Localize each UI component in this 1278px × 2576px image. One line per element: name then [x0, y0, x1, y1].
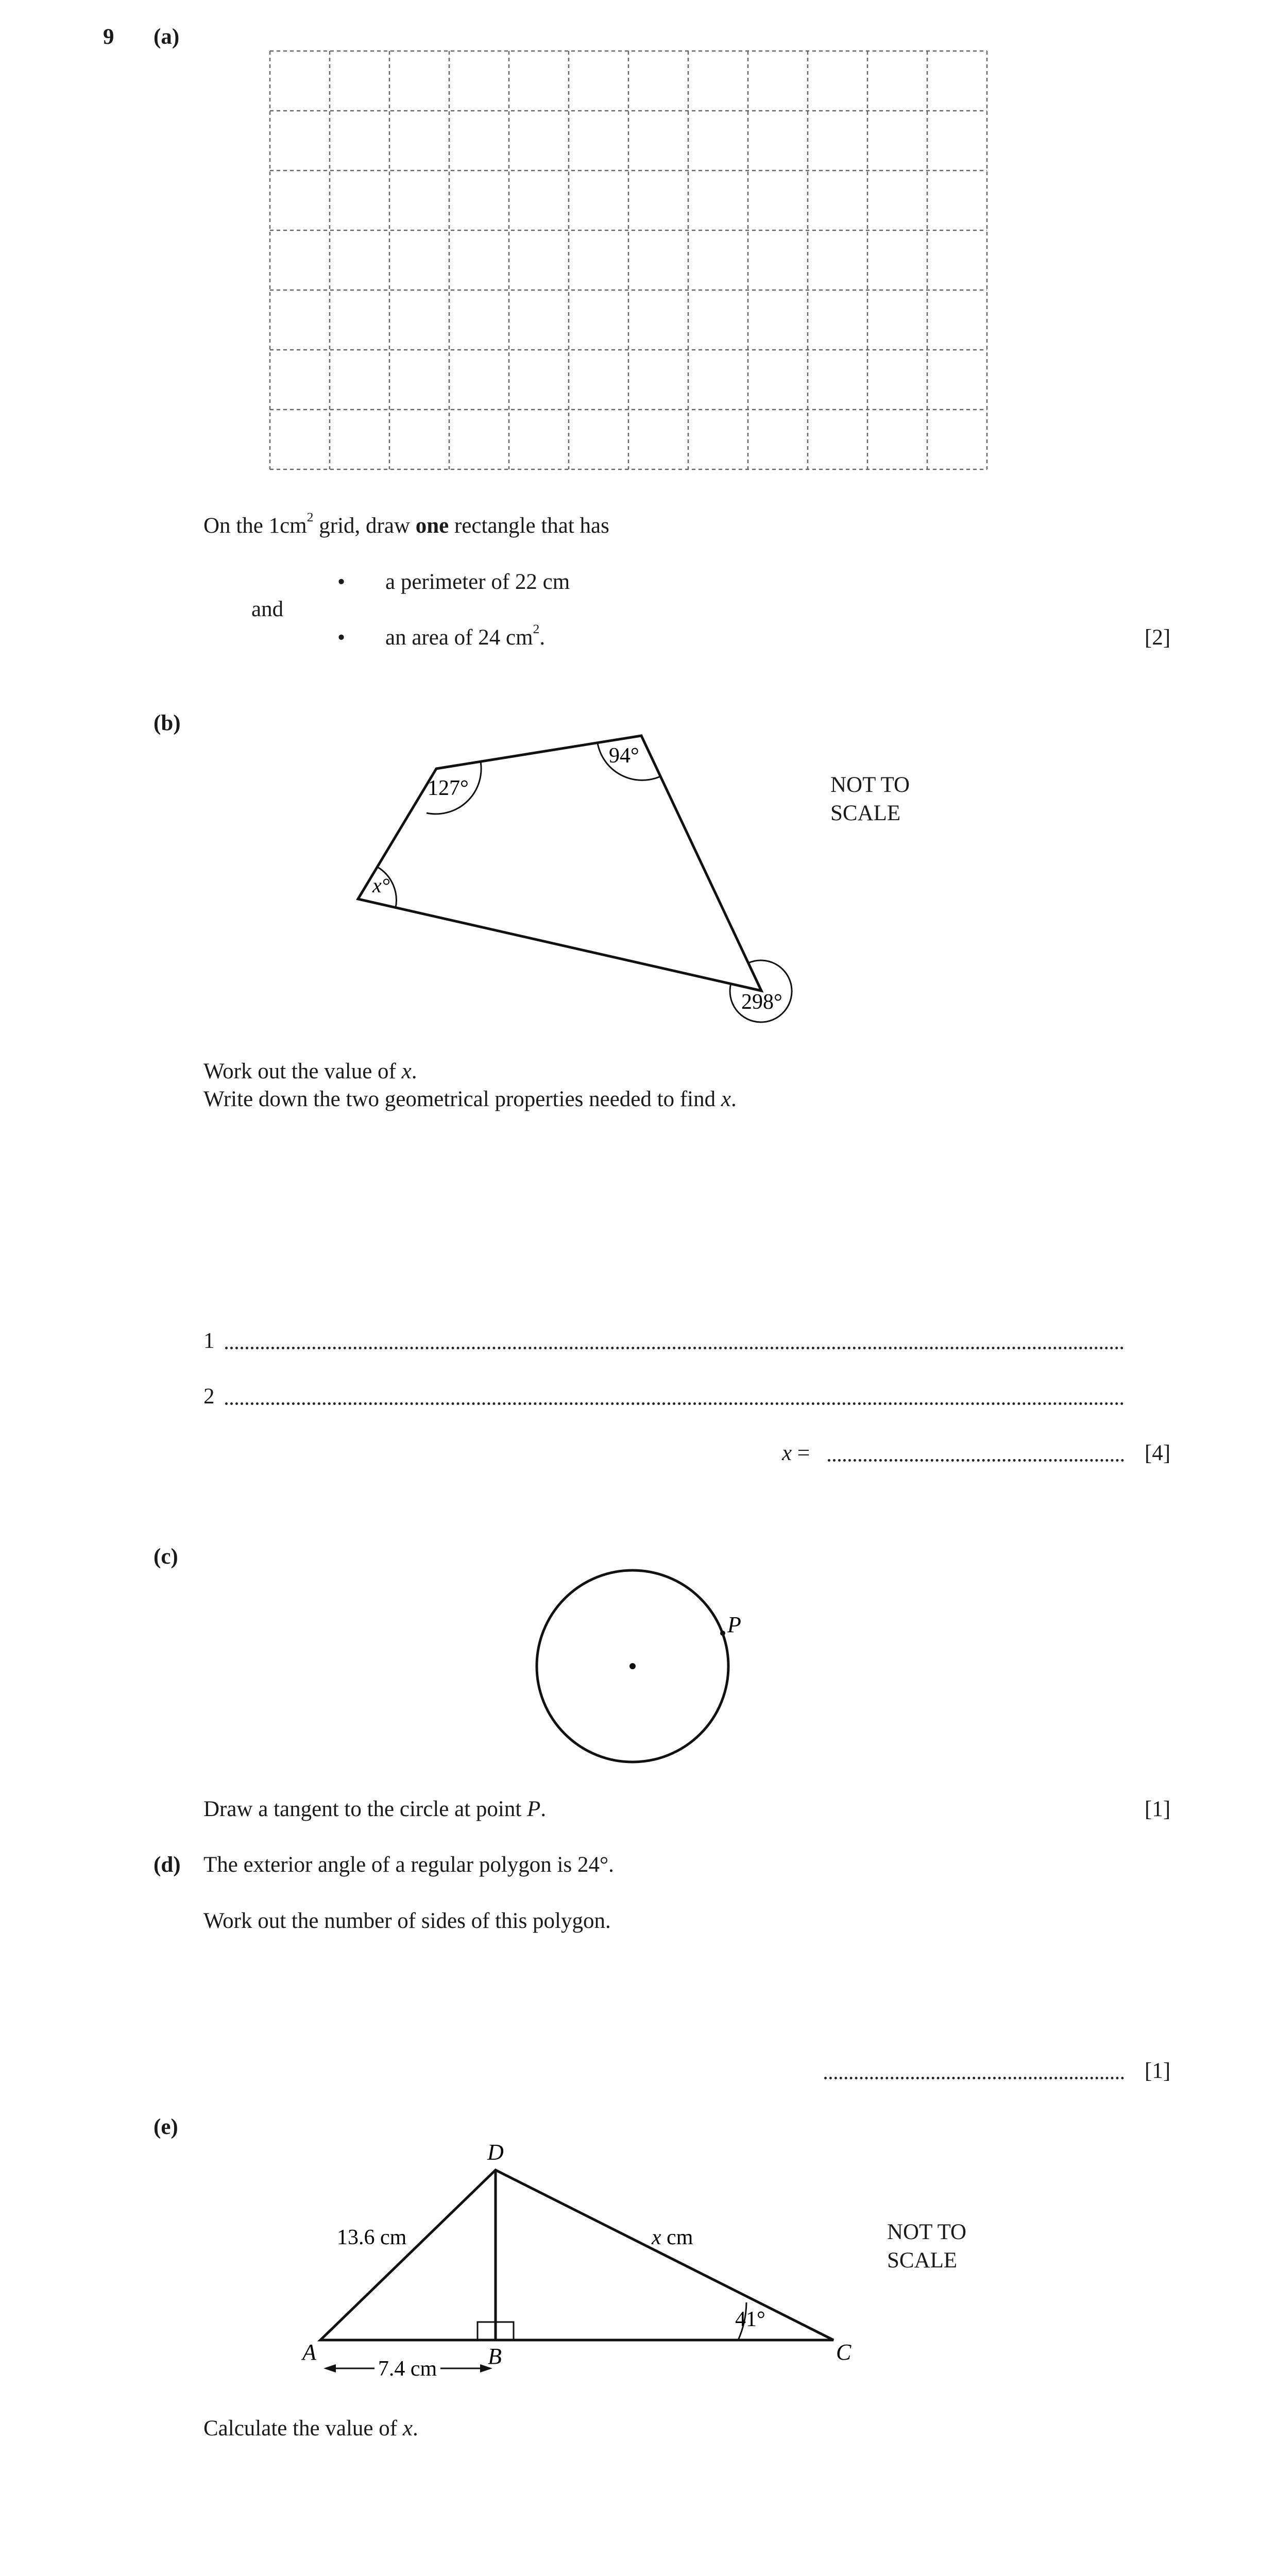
- area-text: an area of 24 cm: [385, 625, 533, 650]
- part-b-line-2: [203, 1086, 737, 1113]
- equals-sign: =: [792, 1441, 810, 1465]
- vertex-a-label: A: [302, 2340, 316, 2365]
- side-ab-label: 7.4 cm: [378, 2357, 437, 2381]
- part-b-line-1: [203, 1058, 417, 1085]
- part-d-line-2: Work out the number of sides of this polygon.: [203, 1909, 611, 1933]
- angle-94-label: 94°: [609, 744, 639, 768]
- part-c-instruction: [203, 1796, 546, 1823]
- marks-b: [4]: [1145, 1441, 1171, 1465]
- answer-line-2-label: 2: [203, 1384, 215, 1409]
- angle-298-label: 298°: [741, 990, 782, 1014]
- period: .: [540, 1797, 547, 1821]
- circle-diagram[interactable]: [0, 1556, 1278, 1772]
- part-d-line-1: The exterior angle of a regular polygon is 24°.: [203, 1853, 614, 1877]
- bullet-area: [385, 621, 546, 651]
- not-to-scale-b-line1: NOT TO: [830, 773, 910, 797]
- answer-line-2[interactable]: [225, 1397, 1124, 1405]
- not-to-scale-e-line2: SCALE: [887, 2248, 958, 2273]
- not-to-scale-e-line1: NOT TO: [887, 2220, 967, 2244]
- not-to-scale-b-line2: SCALE: [830, 801, 901, 825]
- triangle-diagram: [0, 2128, 1278, 2396]
- period: .: [730, 1087, 737, 1111]
- emphasis-one: one: [415, 514, 449, 538]
- vertex-d-label: D: [487, 2140, 504, 2165]
- answer-x-b[interactable]: [828, 1454, 1124, 1462]
- answer-d[interactable]: [824, 2072, 1124, 2079]
- variable-x: x: [652, 2226, 661, 2249]
- instruction-text: Work out the value of: [203, 1059, 402, 1083]
- bullet-icon: •: [337, 570, 346, 594]
- part-a-label: (a): [154, 25, 180, 49]
- centimetre-grid[interactable]: [268, 49, 1010, 482]
- period: .: [411, 1059, 417, 1083]
- instruction-text: Draw a tangent to the circle at point: [203, 1797, 527, 1821]
- superscript-2: 2: [306, 510, 314, 525]
- and-connector: and: [251, 597, 284, 621]
- arrowhead-left-icon: [323, 2364, 336, 2372]
- quadrilateral-diagram: [0, 711, 1278, 1041]
- instruction-text: On the 1cm: [203, 514, 307, 538]
- variable-x: x: [402, 2416, 413, 2441]
- marks-a: [2]: [1145, 625, 1171, 650]
- part-d-label: (d): [154, 1853, 181, 1877]
- quadrilateral-shape: [358, 736, 761, 991]
- part-b-label: (b): [154, 711, 181, 735]
- part-e-label: (e): [154, 2115, 178, 2139]
- instruction-text: grid, draw: [313, 514, 416, 538]
- variable-p: P: [527, 1797, 541, 1821]
- instruction-text: rectangle that has: [449, 514, 609, 538]
- vertex-b-label: B: [488, 2344, 502, 2369]
- bullet-icon: •: [337, 625, 346, 650]
- angle-x-label: x°: [372, 874, 390, 897]
- part-e-instruction: [203, 2415, 418, 2442]
- instruction-text: Write down the two geometrical properties needed to find: [203, 1087, 721, 1111]
- question-number: 9: [103, 25, 114, 49]
- marks-c: [1]: [1145, 1797, 1171, 1821]
- variable-x: x: [721, 1087, 731, 1111]
- side-dc-label: [651, 2226, 693, 2249]
- period: .: [412, 2416, 418, 2441]
- variable-x: x: [401, 1059, 412, 1083]
- part-c-label: (c): [154, 1545, 178, 1569]
- variable-x: x: [782, 1441, 792, 1465]
- point-p-marker: [720, 1631, 725, 1636]
- answer-line-1-label: 1: [203, 1329, 215, 1353]
- angle-41-label: 41°: [735, 2308, 765, 2331]
- side-ad-label: 13.6 cm: [337, 2226, 407, 2249]
- marks-d: [1]: [1145, 2059, 1171, 2083]
- angle-127-label: 127°: [428, 776, 469, 800]
- bullet-perimeter: a perimeter of 22 cm: [385, 570, 570, 594]
- unit-cm: cm: [661, 2226, 693, 2249]
- superscript-2: 2: [533, 621, 540, 637]
- period: .: [539, 625, 546, 650]
- point-p-label: P: [727, 1612, 741, 1637]
- answer-line-1[interactable]: [225, 1342, 1124, 1349]
- x-equals-b: [782, 1440, 810, 1467]
- vertex-c-label: C: [836, 2340, 851, 2365]
- instruction-text: Calculate the value of: [203, 2416, 403, 2441]
- circle-centre-dot: [629, 1663, 636, 1669]
- part-a-instruction: [203, 510, 609, 539]
